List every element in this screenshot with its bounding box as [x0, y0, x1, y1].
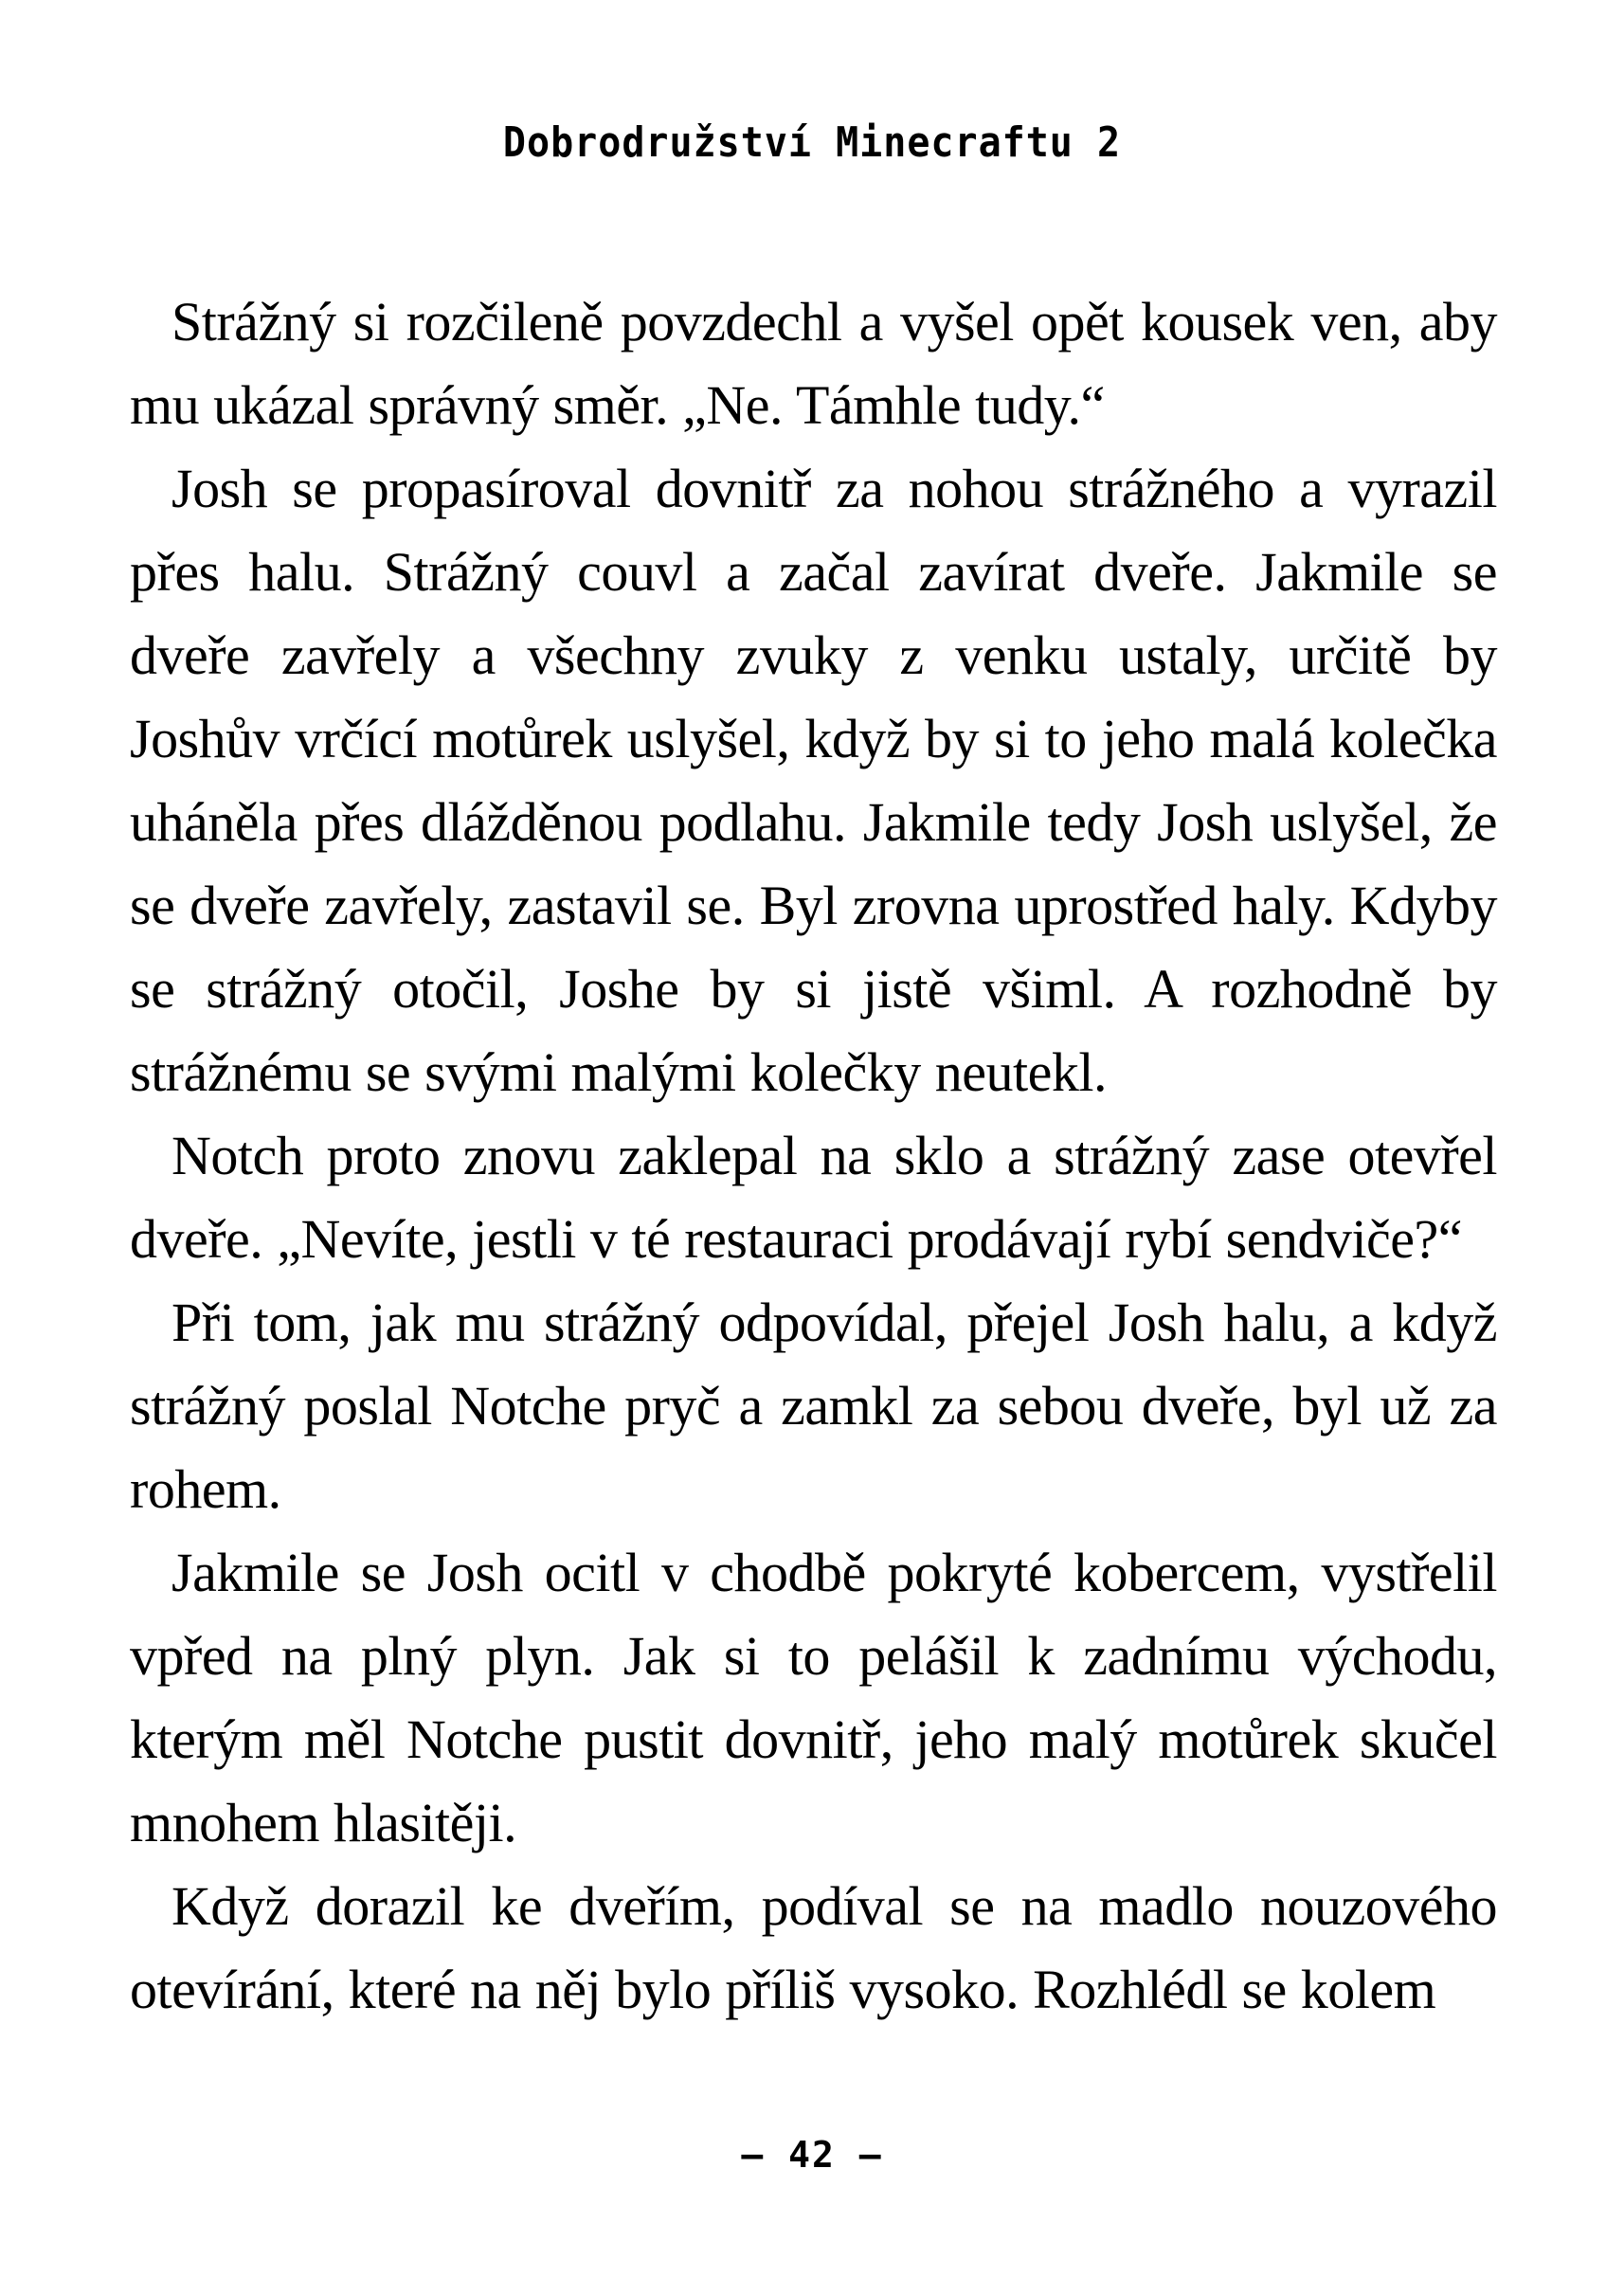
page-number: – 42 – [741, 2134, 883, 2176]
paragraph: Notch proto znovu zaklepal na sklo a strážný zase otevřel dveře. „Nevíte, jestli v té restauraci prodávají rybí sendviče?“ [130, 1125, 1497, 1270]
body-text [130, 280, 1497, 2032]
paragraph: Jakmile se Josh ocitl v chodbě pokryté kobercem, vystřelil vpřed na plný plyn. Jak si to pelášil k zadnímu východu, kterým měl Notche pustit dovnitř, jeho malý motůrek skučel mnohem hlasitěji. [130, 1542, 1497, 1853]
paragraph: Josh se propasíroval dovnitř za nohou strážného a vyrazil přes halu. Strážný couvl a začal zavírat dveře. Jakmile se dveře zavřely a všechny zvuky z venku ustaly, určitě by Joshův vrčící motůrek uslyšel, když by si to jeho malá kolečka uháněla přes dlážděnou podlahu. Jakmile tedy Josh uslyšel, že se dveře zavřely, zastavil se. Byl zrovna uprostřed haly. Kdyby se strážný otočil, Joshe by si jistě všiml. A rozhodně by strážnému se svými malými kolečky neutekl. [130, 458, 1497, 1103]
paragraph: Když dorazil ke dveřím, podíval se na madlo nouzového otevírání, které na něj bylo příliš vysoko. Rozhlédl se kolem [130, 1875, 1497, 2020]
running-header: Dobrodružství Minecraftu 2 [502, 119, 1122, 167]
paragraph: Při tom, jak mu strážný odpovídal, přejel Josh halu, a když strážný poslal Notche pryč a zamkl za sebou dveře, byl už za rohem. [130, 1292, 1497, 1520]
paragraph: Strážný si rozčileně povzdechl a vyšel opět kousek ven, aby mu ukázal správný směr. „Ne. Támhle tudy.“ [130, 291, 1497, 436]
